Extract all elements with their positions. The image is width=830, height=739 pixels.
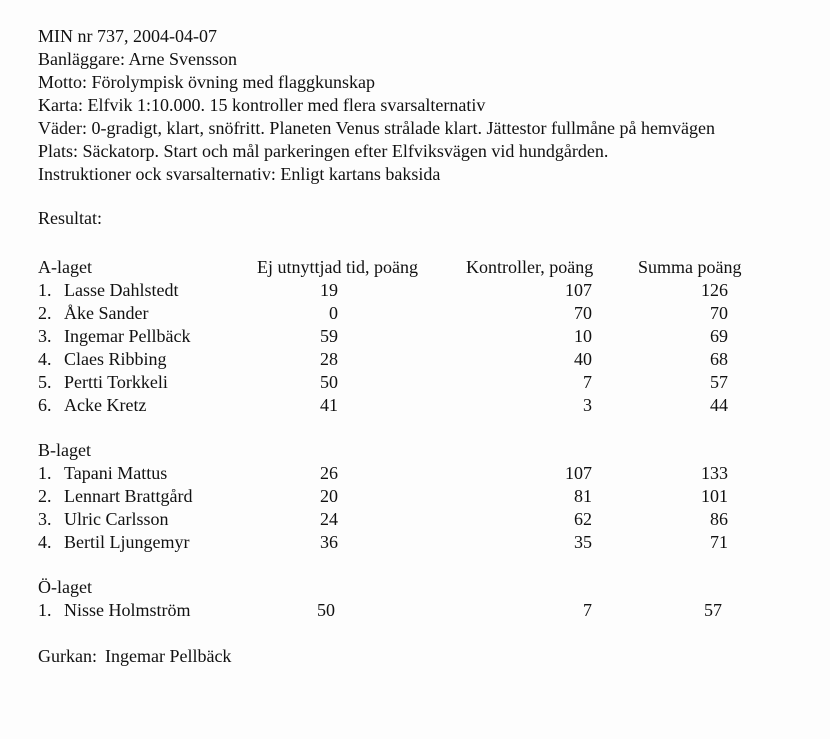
participant-cell bbox=[38, 485, 192, 508]
control-points: 10 bbox=[574, 326, 592, 346]
sum-points: 86 bbox=[710, 509, 728, 529]
control-points: 81 bbox=[574, 486, 592, 506]
time-points: 20 bbox=[320, 486, 338, 506]
position: 1. bbox=[38, 463, 52, 483]
team-header-row bbox=[38, 256, 798, 279]
participant-name: Claes Ribbing bbox=[64, 349, 167, 369]
header-map: Karta: Elfvik 1:10.000. 15 kontroller med flera svarsalternativ bbox=[38, 95, 486, 115]
table-row bbox=[38, 348, 798, 371]
time-points: 26 bbox=[320, 463, 338, 483]
time-points: 36 bbox=[320, 532, 338, 552]
control-points: 70 bbox=[574, 303, 592, 323]
team-name: B-laget bbox=[38, 440, 91, 460]
table-row bbox=[38, 279, 798, 302]
team-header-row bbox=[38, 439, 798, 462]
header-weather: Väder: 0-gradigt, klart, snöfritt. Planeten Venus strålade klart. Jättestor fullmåne på hemvägen bbox=[38, 118, 715, 138]
position: 4. bbox=[38, 532, 52, 552]
header-instructions: Instruktioner ock svarsalternativ: Enligt kartans baksida bbox=[38, 164, 441, 184]
sum-points: 68 bbox=[710, 349, 728, 369]
header-location: Plats: Säckatorp. Start och mål parkeringen efter Elfviksvägen vid hundgården. bbox=[38, 141, 609, 161]
participant-name: Ingemar Pellbäck bbox=[64, 326, 191, 346]
participant-name: Lennart Brattgård bbox=[64, 486, 193, 506]
control-points: 35 bbox=[574, 532, 592, 552]
table-row bbox=[38, 371, 798, 394]
results-heading: Resultat: bbox=[38, 208, 102, 228]
team-name: A-laget bbox=[38, 257, 92, 277]
time-points: 50 bbox=[317, 600, 335, 620]
participant-cell bbox=[38, 531, 189, 554]
sum-points: 57 bbox=[710, 372, 728, 392]
position: 4. bbox=[38, 349, 52, 369]
team-o-table bbox=[38, 576, 798, 622]
position: 6. bbox=[38, 395, 52, 415]
time-points: 59 bbox=[320, 326, 338, 346]
control-points: 107 bbox=[565, 280, 592, 300]
participant-cell bbox=[38, 462, 167, 485]
table-row bbox=[38, 302, 798, 325]
team-header-row bbox=[38, 576, 798, 599]
position: 1. bbox=[38, 280, 52, 300]
column-header-sum: Summa poäng bbox=[638, 257, 742, 277]
participant-cell bbox=[38, 394, 146, 417]
participant-cell bbox=[38, 348, 167, 371]
participant-name: Acke Kretz bbox=[64, 395, 147, 415]
participant-name: Lasse Dahlstedt bbox=[64, 280, 179, 300]
time-points: 50 bbox=[320, 372, 338, 392]
control-points: 62 bbox=[574, 509, 592, 529]
table-row bbox=[38, 508, 798, 531]
position: 1. bbox=[38, 600, 52, 620]
participant-cell bbox=[38, 279, 178, 302]
position: 3. bbox=[38, 509, 52, 529]
gurkan-line bbox=[38, 646, 231, 667]
table-row bbox=[38, 394, 798, 417]
sum-points: 126 bbox=[701, 280, 728, 300]
sum-points: 57 bbox=[704, 600, 722, 620]
control-points: 7 bbox=[583, 600, 592, 620]
table-row bbox=[38, 485, 798, 508]
control-points: 107 bbox=[565, 463, 592, 483]
table-row bbox=[38, 599, 798, 622]
participant-cell bbox=[38, 371, 168, 394]
control-points: 7 bbox=[583, 372, 592, 392]
time-points: 28 bbox=[320, 349, 338, 369]
column-header-time: Ej utnyttjad tid, poäng bbox=[257, 257, 418, 277]
time-points: 24 bbox=[320, 509, 338, 529]
gurkan-name: Ingemar Pellbäck bbox=[104, 646, 232, 666]
participant-cell bbox=[38, 599, 191, 622]
participant-name: Ulric Carlsson bbox=[64, 509, 169, 529]
sum-points: 44 bbox=[710, 395, 728, 415]
time-points: 41 bbox=[320, 395, 338, 415]
event-header bbox=[38, 25, 715, 186]
header-motto: Motto: Förolympisk övning med flaggkunskap bbox=[38, 72, 375, 92]
team-name: Ö-laget bbox=[38, 577, 92, 597]
team-b-table bbox=[38, 439, 798, 554]
participant-name: Bertil Ljungemyr bbox=[64, 532, 190, 552]
position: 5. bbox=[38, 372, 52, 392]
gurkan-label: Gurkan: bbox=[38, 646, 97, 666]
sum-points: 133 bbox=[701, 463, 728, 483]
participant-name: Tapani Mattus bbox=[64, 463, 168, 483]
participant-cell bbox=[38, 325, 190, 348]
sum-points: 69 bbox=[710, 326, 728, 346]
position: 3. bbox=[38, 326, 52, 346]
team-a-table bbox=[38, 256, 798, 417]
header-event-line: MIN nr 737, 2004-04-07 bbox=[38, 26, 217, 46]
table-row bbox=[38, 531, 798, 554]
time-points: 19 bbox=[320, 280, 338, 300]
position: 2. bbox=[38, 486, 52, 506]
sum-points: 101 bbox=[701, 486, 728, 506]
control-points: 40 bbox=[574, 349, 592, 369]
participant-name: Pertti Torkkeli bbox=[64, 372, 168, 392]
position: 2. bbox=[38, 303, 52, 323]
participant-name: Åke Sander bbox=[64, 303, 149, 323]
participant-cell bbox=[38, 508, 168, 531]
participant-cell bbox=[38, 302, 148, 325]
control-points: 3 bbox=[583, 395, 592, 415]
table-row bbox=[38, 325, 798, 348]
header-course-setter: Banläggare: Arne Svensson bbox=[38, 49, 237, 69]
column-header-controls: Kontroller, poäng bbox=[466, 257, 594, 277]
sum-points: 70 bbox=[710, 303, 728, 323]
table-row bbox=[38, 462, 798, 485]
sum-points: 71 bbox=[710, 532, 728, 552]
time-points: 0 bbox=[329, 303, 338, 323]
participant-name: Nisse Holmström bbox=[64, 600, 191, 620]
